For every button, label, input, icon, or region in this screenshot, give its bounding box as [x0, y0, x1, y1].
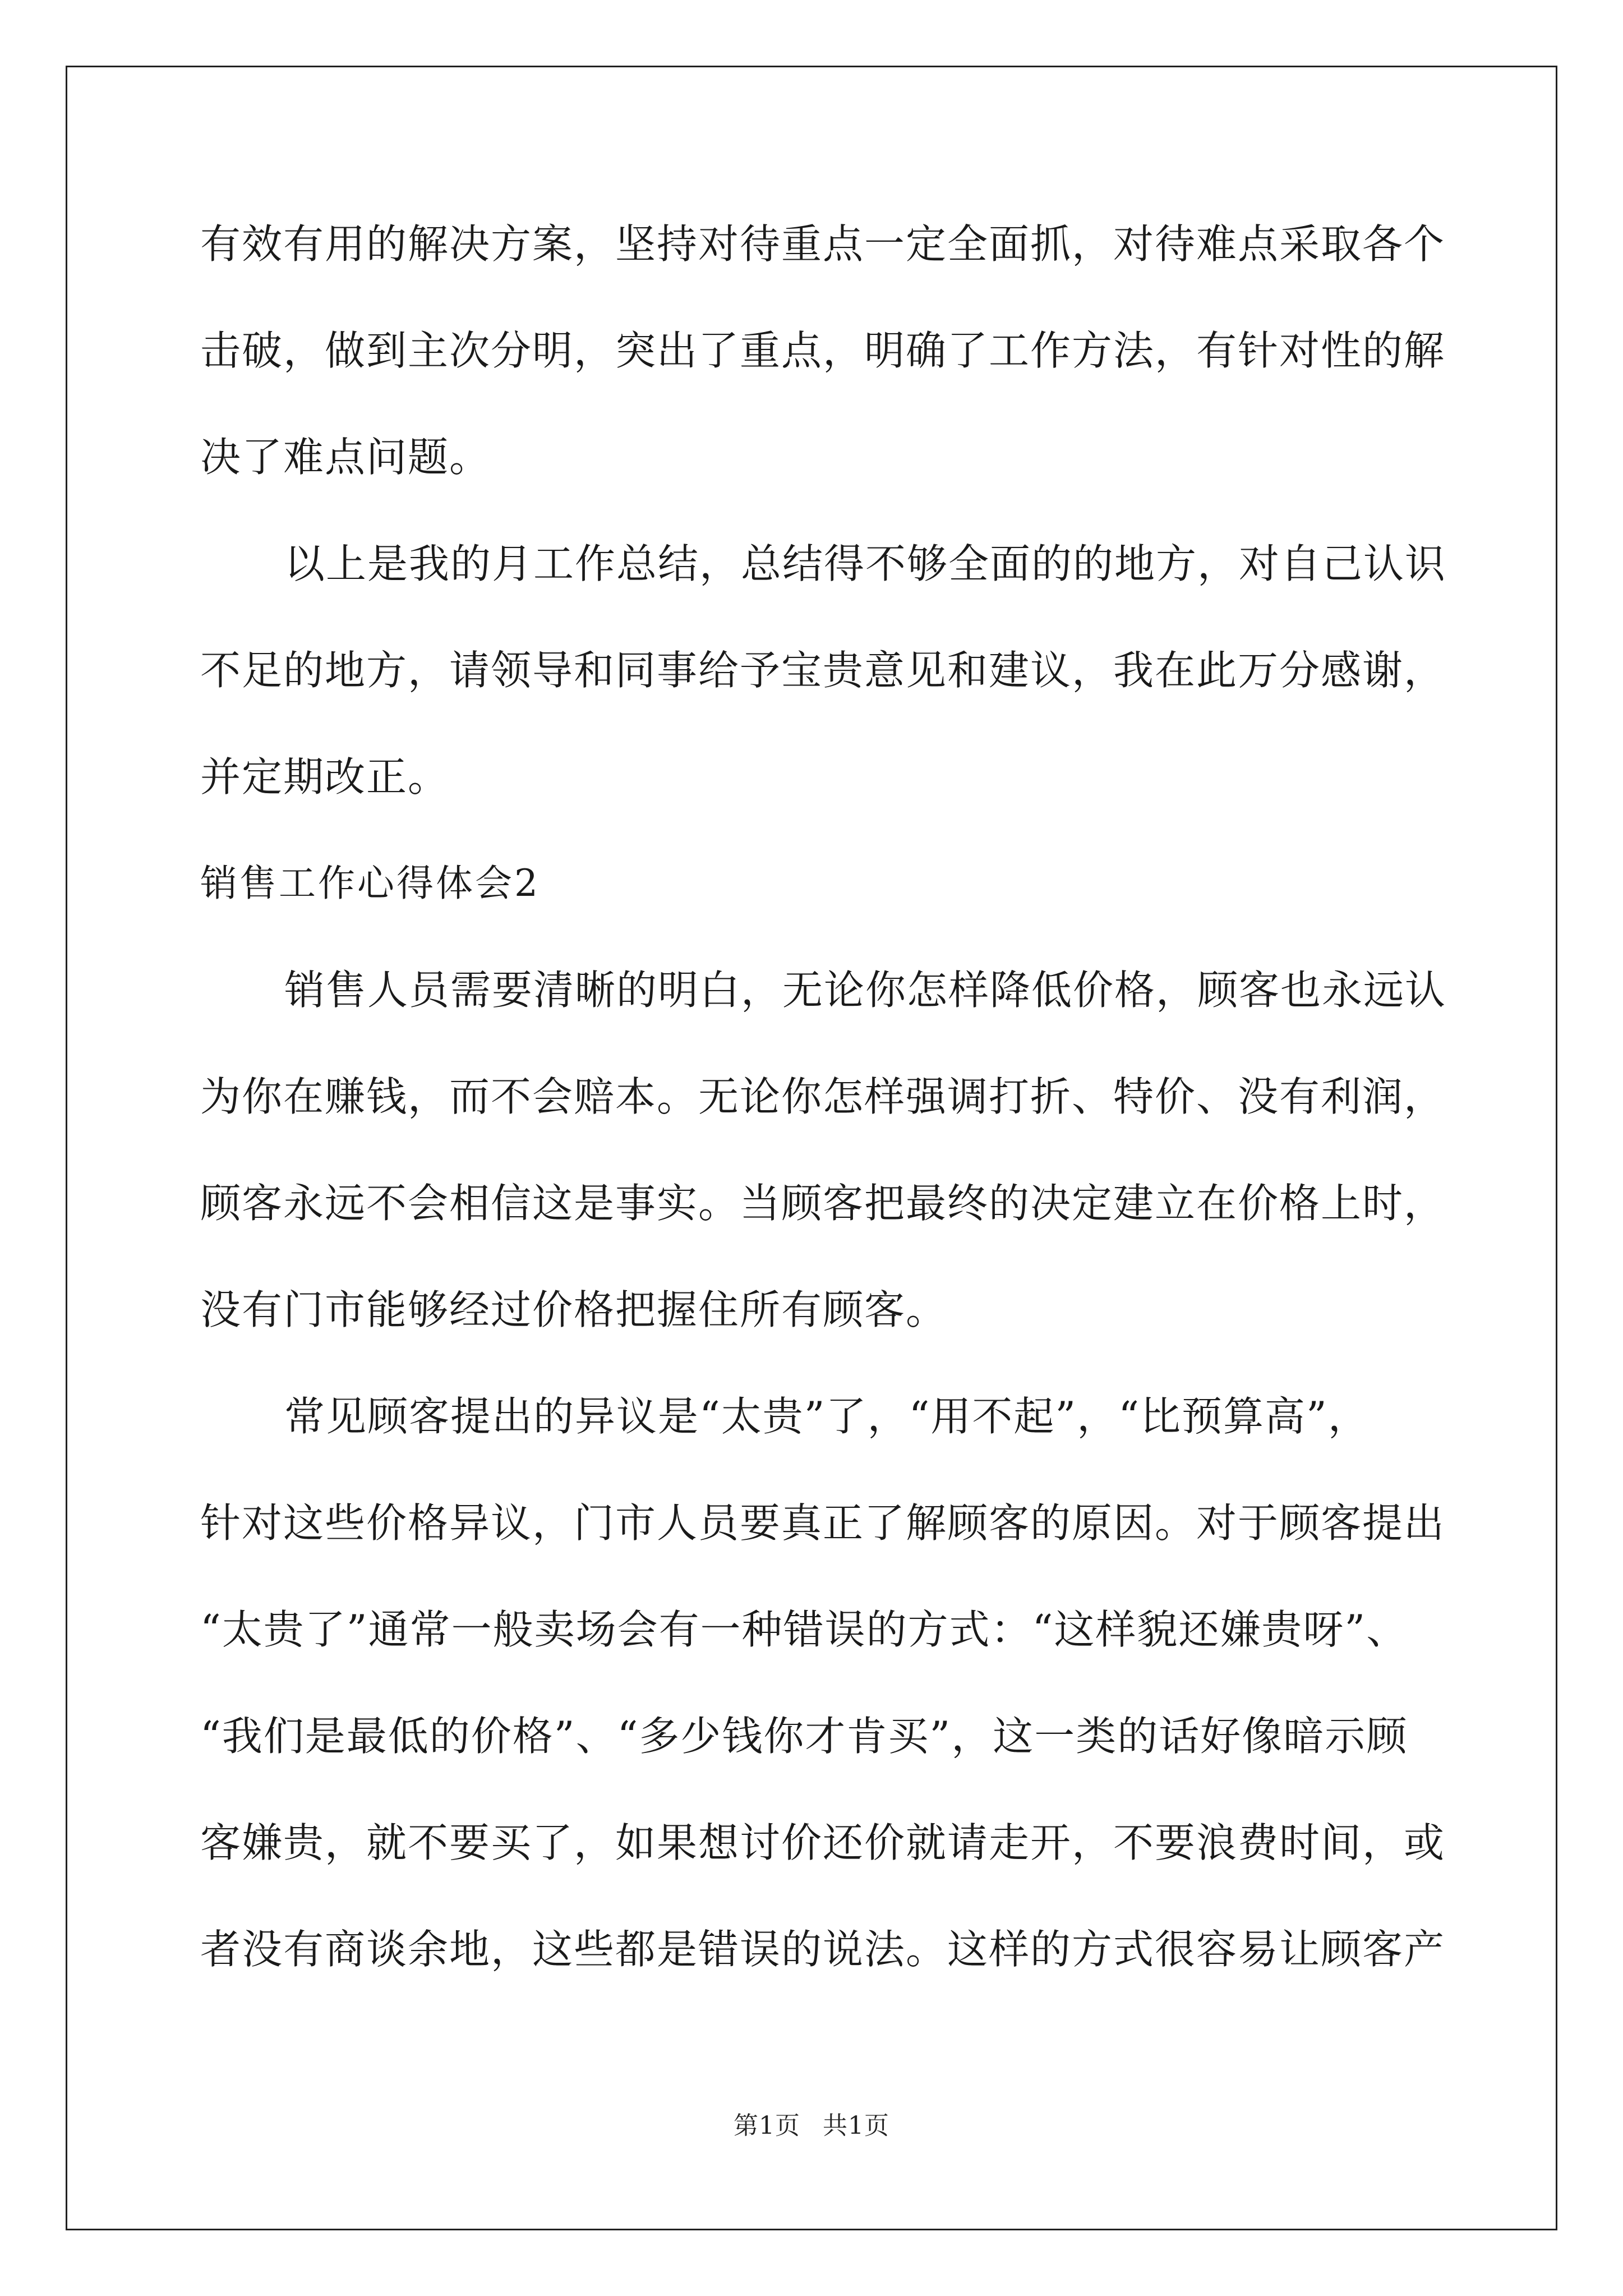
paragraph-2-line-1: 以上是我的月工作总结，总结得不够全面的的地方，对自己认识: [284, 540, 1447, 587]
page-total: 共1页: [823, 2111, 889, 2140]
paragraph-2-line-3: 并定期改正。: [200, 753, 450, 800]
paragraph-4-line-1: 常见顾客提出的异议是“太贵”了，“用不起”，“比预算高”，: [284, 1393, 1370, 1440]
page-border: [66, 66, 1557, 2230]
paragraph-1-line-2: 击破，做到主次分明，突出了重点，明确了工作方法，有针对性的解: [200, 327, 1446, 374]
paragraph-2-line-2: 不足的地方，请领导和同事给予宝贵意见和建议，我在此万分感谢，: [200, 647, 1446, 694]
paragraph-4-line-5: 客嫌贵，就不要买了，如果想讨价还价就请走开，不要浪费时间，或: [200, 1819, 1446, 1866]
paragraph-1-line-3: 决了难点问题。: [200, 434, 491, 481]
paragraph-3-line-4: 没有门市能够经过价格把握住所有顾客。: [200, 1286, 948, 1333]
paragraph-4-line-4: “我们是最低的价格”、“多少钱你才肯买”，这一类的话好像暗示顾: [200, 1713, 1408, 1760]
paragraph-1-line-1: 有效有用的解决方案，坚持对待重点一定全面抓，对待难点采取各个: [200, 220, 1446, 268]
paragraph-4-line-2: 针对这些价格异议，门市人员要真正了解顾客的原因。对于顾客提出: [200, 1499, 1446, 1547]
section-heading: 销售工作心得体会2: [200, 862, 540, 905]
page-footer: [0, 2109, 1623, 2143]
page-number: 第1页: [734, 2111, 800, 2140]
paragraph-3-line-1: 销售人员需要清晰的明白，无论你怎样降低价格，顾客也永远认: [284, 967, 1447, 1014]
paragraph-3-line-2: 为你在赚钱，而不会赔本。无论你怎样强调打折、特价、没有利润，: [200, 1073, 1446, 1120]
paragraph-4-line-6: 者没有商谈余地，这些都是错误的说法。这样的方式很容易让顾客产: [200, 1926, 1446, 1973]
paragraph-3-line-3: 顾客永远不会相信这是事实。当顾客把最终的决定建立在价格上时，: [200, 1180, 1446, 1227]
paragraph-4-line-3: “太贵了”通常一般卖场会有一种错误的方式：“这样貌还嫌贵呀”、: [200, 1606, 1408, 1653]
